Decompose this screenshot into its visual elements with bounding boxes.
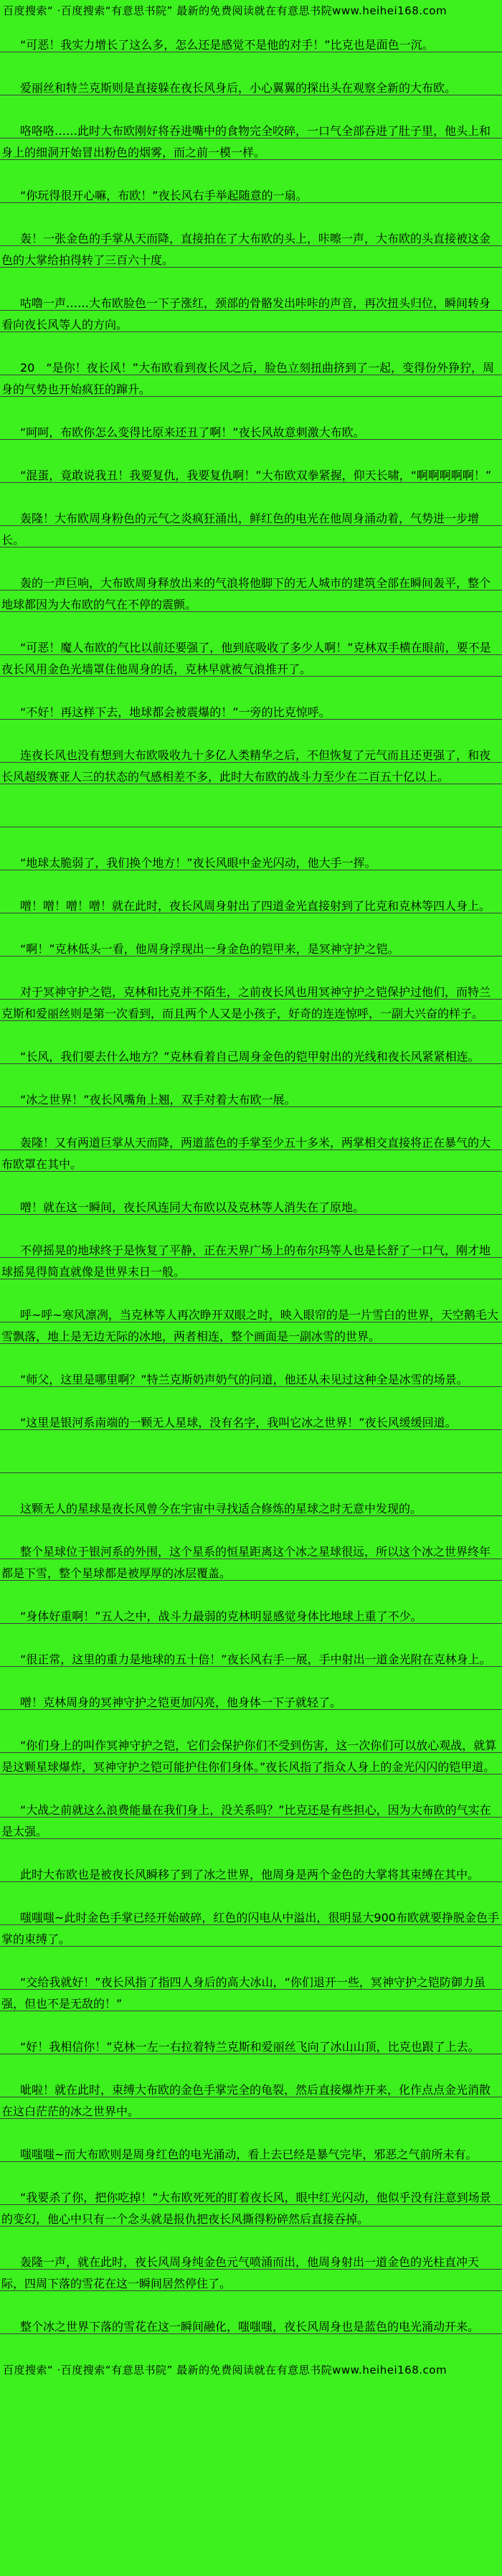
- paragraph: 呲啦！就在此时，束缚大布欧的金色手掌完全的龟裂，然后直接爆炸开来，化作点点金光消散在这白茫茫的冰之世界中。: [0, 2079, 502, 2123]
- paragraph: “长风，我们要去什么地方？”克林看着自己周身金色的铠甲射出的光线和夜长风紧紧相连。: [0, 1046, 502, 1068]
- paragraph: 嗤嗤嗤~此时金色手掌已经开始破碎，红色的闪电从中溢出，很明显大900布欧就要挣脱金色手掌的束缚了。: [0, 1907, 502, 1950]
- paragraph: 此时大布欧也是被夜长风瞬移了到了冰之世界，他周身是两个金色的大掌将其束缚在其中。: [0, 1864, 502, 1886]
- promo-banner-top: 百度搜索“ ·百度搜索“有意思书院” 最新的免费阅读就在有意思书院www.heihei168.com: [3, 4, 447, 17]
- paragraph: 整个星球位于银河系的外围，这个星系的恒星距离这个冰之星球很远，所以这个冰之世界终年都是下雪，整个星球都是被厚厚的冰层覆盖。: [0, 1541, 502, 1584]
- paragraph: 轰隆一声，就在此时，夜长风周身纯金色元气喷涌而出，他周身射出一道金色的光柱直冲天际，四周下落的雪花在这一瞬间居然停住了。: [0, 2252, 502, 2295]
- paragraph: 整个冰之世界下落的雪花在这一瞬间融化，嗤嗤嗤，夜长风周身也是蓝色的电光涌动开来。: [0, 2316, 502, 2338]
- blank-line: [0, 809, 502, 831]
- paragraph: “冰之世界！”夜长风嘴角上翘，双手对着大布欧一展。: [0, 1089, 502, 1111]
- paragraph: “可恶！我实力增长了这么多，怎么还是感觉不是他的对手！”比克也是面色一沉。: [0, 34, 502, 56]
- paragraph: 轰！一张金色的手掌从天而降，直接拍在了大布欧的头上，咔嚓一声，大布欧的头直接被这金色的大掌给拍得转了三百六十度。: [0, 228, 502, 271]
- paragraph: 噌！噌！噌！噌！就在此时，夜长风周身射出了四道金光直接射到了比克和克林等四人身上。: [0, 896, 502, 917]
- paragraph: “你玩得很开心嘛，布欧！”夜长风右手举起随意的一扇。: [0, 185, 502, 207]
- paragraph: “混蛋，竟敢说我丑！我要复仇，我要复仇啊！”大布欧双拳紧握，仰天长啸，“啊啊啊啊啊！”: [0, 465, 502, 486]
- paragraph: 轰隆！又有两道巨掌从天而降，两道蓝色的手掌至少五十多米，两掌相交直接将正在暴气的大布欧罩在其中。: [0, 1132, 502, 1175]
- paragraph: 20 “是你！夜长风！”大布欧看到夜长风之后，脸色立刻扭曲挤到了一起，变得份外狰狞，周身的气势也开始疯狂的蹿升。: [0, 357, 502, 400]
- paragraph: “不好！再这样下去，地球都会被震爆的！”一旁的比克惊呼。: [0, 702, 502, 723]
- paragraph: 不停摇晃的地球终于是恢复了平静，正在天界广场上的布尔玛等人也是长舒了一口气，刚才地球摇晃得简直就像是世界末日一般。: [0, 1240, 502, 1283]
- paragraph: 这颗无人的星球是夜长风曾今在宇宙中寻找适合修炼的星球之时无意中发现的。: [0, 1498, 502, 1520]
- paragraph: “这里是银河系南端的一颗无人星球，没有名字，我叫它冰之世界！”夜长风缓缓回道。: [0, 1412, 502, 1434]
- blank-line: [0, 1455, 502, 1477]
- paragraph: “交给我就好！”夜长风指了指四人身后的高大冰山，“你们退开一些，冥神守护之铠防御力虽强，但也不是无敌的！”: [0, 1972, 502, 2015]
- paragraph: “我要杀了你，把你吃掉！”大布欧死死的盯着夜长风，眼中红光闪动，他似乎没有注意到场景的变幻，他心中只有一个念头就是报仇把夜长风撕得粉碎然后直接吞掉。: [0, 2187, 502, 2230]
- chapter-text: [0, 34, 502, 2338]
- paragraph: 轰隆！大布欧周身粉色的元气之炎疯狂涌出，鲜红色的电光在他周身涌动着，气势进一步增长。: [0, 508, 502, 551]
- promo-banner-bottom: 百度搜索“ ·百度搜索“有意思书院” 最新的免费阅读就在有意思书院www.heihei168.com: [3, 2364, 447, 2377]
- paragraph: 噌！克林周身的冥神守护之铠更加闪亮，他身体一下子就轻了。: [0, 1692, 502, 1714]
- paragraph: 嗤嗤嗤~而大布欧则是周身红色的电光涌动，看上去已经是暴气完毕，邪恶之气前所未有。: [0, 2144, 502, 2166]
- paragraph: “大战之前就这么浪费能量在我们身上，没关系吗？”比克还是有些担心，因为大布欧的气实在是太强。: [0, 1800, 502, 1843]
- paragraph: 噌！就在这一瞬间，夜长风连同大布欧以及克林等人消失在了原地。: [0, 1197, 502, 1218]
- paragraph: “啊！”克林低头一看，他周身浮现出一身金色的铠甲来，是冥神守护之铠。: [0, 939, 502, 960]
- paragraph: 轰的一声巨响，大布欧周身释放出来的气浪将他脚下的无人城市的建筑全部在瞬间轰平，整个地球都因为大布欧的气在不停的震颤。: [0, 573, 502, 616]
- paragraph: “师父，这里是哪里啊？”特兰克斯奶声奶气的问道，他还从未见过这种全是冰雪的场景。: [0, 1369, 502, 1391]
- paragraph: 连夜长风也没有想到大布欧吸收九十多亿人类精华之后，不但恢复了元气而且还更强了，和夜长风超级赛亚人三的状态的气感相差不多，此时大布欧的战斗力至少在二百五十亿以上。: [0, 745, 502, 788]
- paragraph: “很正常，这里的重力是地球的五十倍！”夜长风右手一展，手中射出一道金光附在克林身上。: [0, 1649, 502, 1670]
- paragraph: “呵呵，布欧你怎么变得比原来还丑了啊！”夜长风故意刺激大布欧。: [0, 422, 502, 443]
- paragraph: 对于冥神守护之铠，克林和比克并不陌生，之前夜长风也用冥神守护之铠保护过他们，而特兰克斯和爱丽丝则是第一次看到，而且两个人又是小孩子，好奇的连连惊呼，一副大兴奋的样子。: [0, 982, 502, 1025]
- paragraph: “你们身上的叫作冥神守护之铠，它们会保护你们不受到伤害，这一次你们可以放心观战，就算是这颗星球爆炸，冥神守护之铠可能护住你们身体。”夜长风指了指众人身上的金光闪闪的铠甲道。: [0, 1735, 502, 1778]
- paragraph: “可恶！魔人布欧的气比以前还要强了，他到底吸收了多少人啊！”克林双手横在眼前，要不是夜长风用金色光墙罩住他周身的话，克林早就被气浪推开了。: [0, 637, 502, 680]
- paragraph: 咯咯咯……此时大布欧刚好将吞进嘴中的食物完全咬碎，一口气全部吞进了肚子里，他头上和身上的细洞开始冒出粉色的烟雾，而之前一模一样。: [0, 121, 502, 164]
- paragraph: “地球太脆弱了，我们换个地方！”夜长风眼中金光闪动，他大手一挥。: [0, 852, 502, 874]
- paragraph: “身体好重啊！”五人之中，战斗力最弱的克林明显感觉身体比地球上重了不少。: [0, 1606, 502, 1627]
- paragraph: 呼~呼~寒风凛冽，当克林等人再次睁开双眼之时，映入眼帘的是一片雪白的世界，天空鹅毛大雪飘落，地上是无边无际的冰地，两者相连，整个画面是一副冰雪的世界。: [0, 1305, 502, 1348]
- paragraph: 爱丽丝和特兰克斯则是直接躲在夜长风身后，小心翼翼的探出头在观察全新的大布欧。: [0, 77, 502, 99]
- paragraph: “好！我相信你！”克林一左一右拉着特兰克斯和爱丽丝飞向了冰山山顶，比克也跟了上去。: [0, 2036, 502, 2058]
- paragraph: 咕噜一声……大布欧脸色一下子涨红，颈部的骨骼发出咔咔的声音，再次扭头归位，瞬间转身看向夜长风等人的方向。: [0, 293, 502, 336]
